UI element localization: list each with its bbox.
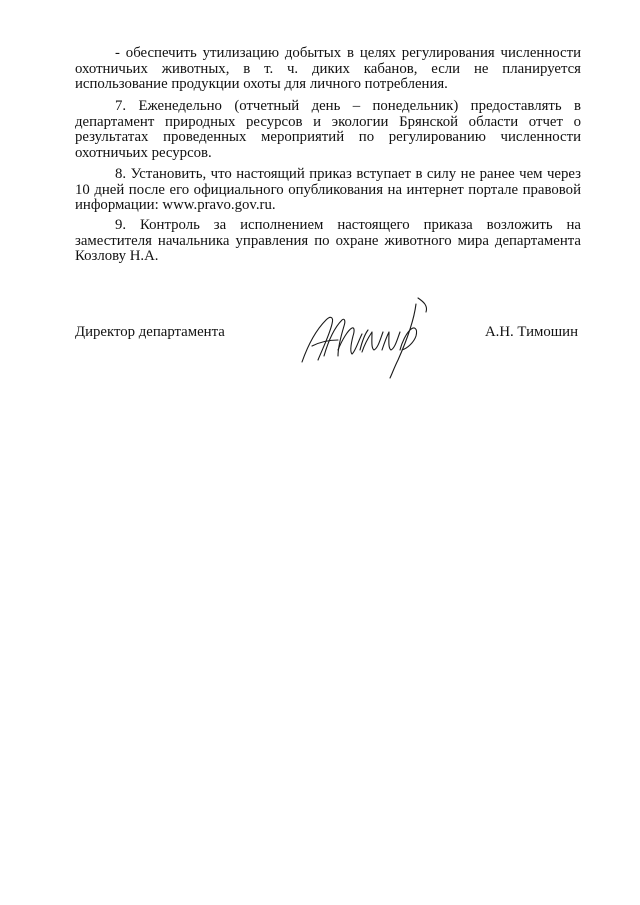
paragraph-item-9 xyxy=(75,218,581,265)
signer-name: А.Н. Тимошин xyxy=(484,324,578,340)
paragraph-item-7 xyxy=(75,99,581,161)
handwritten-signature xyxy=(298,290,443,380)
text-line: 9. Контроль за исполнением настоящего приказа возложить на xyxy=(115,218,581,233)
position-title: Директор департамента xyxy=(75,324,225,340)
paragraph-utilization xyxy=(75,46,581,93)
text-line: 8. Установить, что настоящий приказ вступает в силу не ранее чем через xyxy=(115,167,581,182)
text-line: Козлову Н.А. xyxy=(75,249,159,265)
text-line: охотничьих ресурсов. xyxy=(75,145,212,161)
text-line: 7. Еженедельно (отчетный день – понедельник) предоставлять в xyxy=(115,99,581,114)
text-line: департамент природных ресурсов и экологии Брянской области отчет о xyxy=(75,114,581,130)
text-line: информации: www.pravo.gov.ru. xyxy=(75,198,276,214)
text-line: результатах проведенных мероприятий по регулированию численности xyxy=(75,130,581,146)
text-line: 10 дней после его официального опубликования на интернет портале правовой xyxy=(75,182,581,198)
text-line: заместителя начальника управления по охране животного мира департамента xyxy=(75,233,581,249)
text-line: использование продукции охоты для личного потребления. xyxy=(75,77,448,93)
paragraph-item-8 xyxy=(75,167,581,214)
text-line: - обеспечить утилизацию добытых в целях регулирования численности xyxy=(115,46,581,61)
text-line: охотничьих животных, в т. ч. диких кабанов, если не планируется xyxy=(75,61,581,77)
